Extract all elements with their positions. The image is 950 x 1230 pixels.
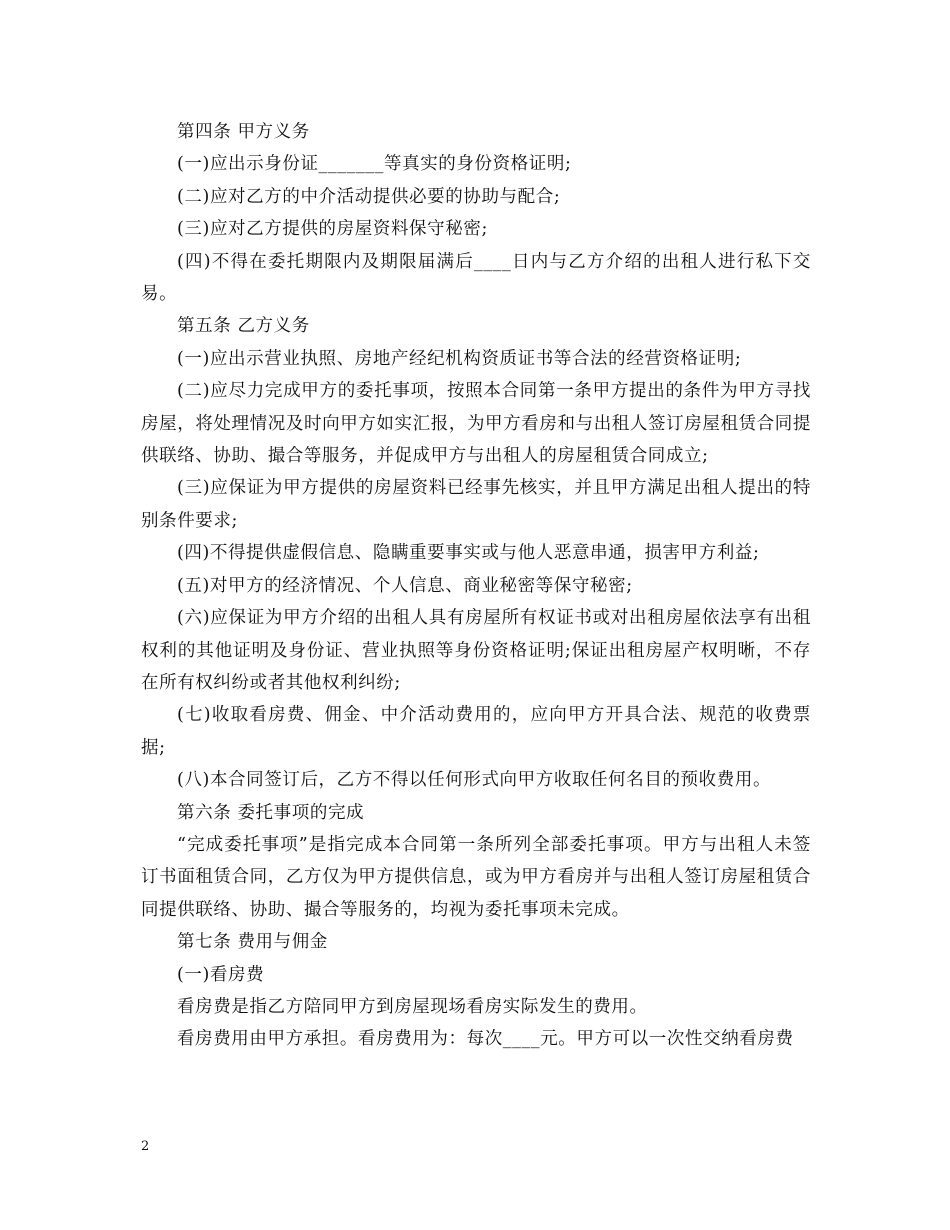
paragraph: (三)应保证为甲方提供的房屋资料已经事先核实，并且甲方满足出租人提出的特别条件要求; (141, 478, 811, 531)
paragraph: (七)收取看房费、佣金、中介活动费用的，应向甲方开具合法、规范的收费票据; (141, 705, 811, 758)
paragraph: (四)不得提供虚假信息、隐瞒重要事实或与他人恶意串通，损害甲方利益; (177, 543, 760, 564)
paragraph: 看房费是指乙方陪同甲方到房屋现场看房实际发生的费用。 (177, 996, 648, 1017)
paragraph: (六)应保证为甲方介绍的出租人具有房屋所有权证书或对出租房屋依法享有出租权利的其他证明及身份证、营业执照等身份资格证明;保证出租房屋产权明晰，不存在所有权纠纷或者其他权利纠纷; (141, 608, 811, 693)
paragraph: (一)应出示营业执照、房地产经纪机构资质证书等合法的经营资格证明; (177, 348, 742, 369)
paragraph: (二)应对乙方的中介活动提供必要的协助与配合; (177, 186, 561, 207)
paragraph: (三)应对乙方提供的房屋资料保守秘密; (177, 219, 488, 240)
article-4-heading: 第四条 甲方义务 (177, 122, 310, 142)
paragraph: (一)看房费 (177, 964, 265, 985)
article-5-heading: 第五条 乙方义务 (177, 316, 310, 337)
article-6-heading: 第六条 委托事项的完成 (177, 802, 365, 823)
document-body (141, 116, 811, 1056)
paragraph: 看房费用由甲方承担。看房费用为：每次____元。甲方可以一次性交纳看房费 (177, 1029, 794, 1050)
paragraph: (八)本合同签订后，乙方不得以任何形式向甲方收取任何名目的预收费用。 (177, 770, 772, 791)
paragraph: (五)对甲方的经济情况、个人信息、商业秘密等保守秘密; (177, 575, 633, 596)
page-number: 2 (141, 1139, 150, 1154)
paragraph: (二)应尽力完成甲方的委托事项，按照本合同第一条甲方提出的条件为甲方寻找房屋，将处理情况及时向甲方如实汇报，为甲方看房和与出租人签订房屋租赁合同提供联络、协助、撮合等服务，并促成甲方与出租人的房屋租赁合同成立; (141, 381, 811, 467)
article-7-heading: 第七条 费用与佣金 (177, 932, 328, 953)
paragraph: (四)不得在委托期限内及期限届满后____日内与乙方介绍的出租人进行私下交易。 (141, 251, 811, 305)
paragraph: (一)应出示身份证_______等真实的身份资格证明; (177, 154, 572, 175)
paragraph: “完成委托事项”是指完成本合同第一条所列全部委托事项。甲方与出租人未签订书面租赁合同，乙方仅为甲方提供信息，或为甲方看房并与出租人签订房屋租赁合同提供联络、协助、撮合等服务的，均视为委托事项未完成。 (141, 834, 811, 920)
